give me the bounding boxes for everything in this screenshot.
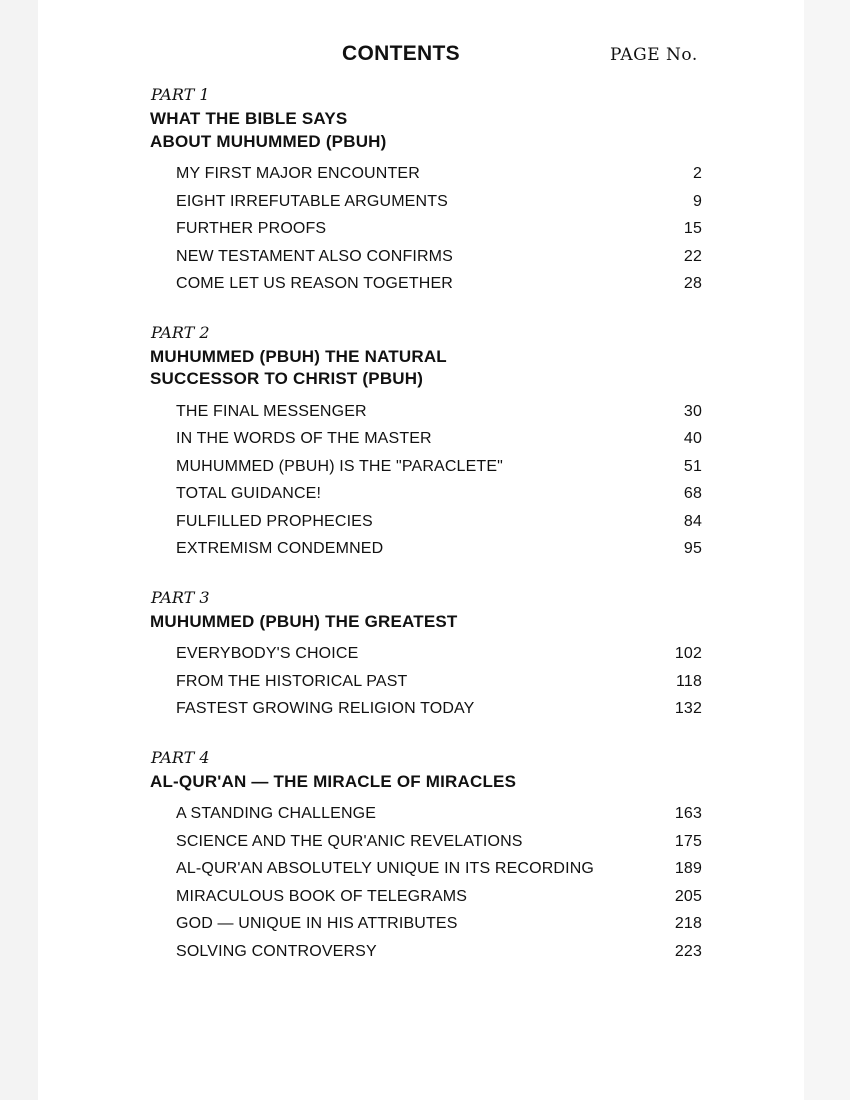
toc-entry[interactable] <box>150 800 702 828</box>
table-of-contents <box>150 82 702 987</box>
toc-entry[interactable] <box>150 160 702 188</box>
toc-entry[interactable] <box>150 270 702 298</box>
toc-entry[interactable] <box>150 910 702 938</box>
page-number-column-label: PAGE No. <box>610 45 698 65</box>
scan-margin-right <box>804 0 850 1100</box>
entry-page-number: 102 <box>674 645 702 662</box>
part-title <box>150 611 702 634</box>
scan-margin-left <box>0 0 38 1100</box>
entry-page-number: 22 <box>683 247 702 265</box>
part-label: PART 1 <box>151 85 210 104</box>
part-title-line: WHAT THE BIBLE SAYS <box>150 109 348 128</box>
entry-page-number: 205 <box>674 887 702 905</box>
entry-title: NEW TESTAMENT ALSO CONFIRMS <box>176 247 453 265</box>
toc-entry[interactable] <box>150 938 702 966</box>
part-title-line: ABOUT MUHUMMED (PBUH) <box>150 131 387 151</box>
part-title-line: MUHUMMED (PBUH) THE GREATEST <box>150 611 458 631</box>
part-section <box>150 585 702 723</box>
contents-header <box>0 42 850 74</box>
entry-title: MUHUMMED (PBUH) IS THE "PARACLETE" <box>176 457 504 475</box>
entry-page-number: 163 <box>674 805 702 822</box>
part-section <box>150 82 702 298</box>
page-title: CONTENTS <box>342 42 460 65</box>
entry-page-number: 28 <box>683 275 702 292</box>
toc-entry[interactable] <box>150 883 702 911</box>
part-title-line: SUCCESSOR TO CHRIST (PBUH) <box>150 369 424 388</box>
entry-page-number: 68 <box>683 485 702 502</box>
toc-entry[interactable] <box>150 215 702 243</box>
entry-page-number: 30 <box>683 402 702 420</box>
part-title-line: AL-QUR'AN — THE MIRACLE OF MIRACLES <box>150 771 517 791</box>
entry-page-number: 2 <box>692 165 702 182</box>
entry-page-number: 189 <box>674 860 702 877</box>
entry-page-number: 223 <box>674 942 702 960</box>
entry-title: TOTAL GUIDANCE! <box>176 485 322 502</box>
entry-title: MY FIRST MAJOR ENCOUNTER <box>176 165 420 182</box>
part-title-line: MUHUMMED (PBUH) THE NATURAL <box>150 346 447 366</box>
entry-page-number: 15 <box>683 220 702 237</box>
entry-page-number: 132 <box>674 700 702 717</box>
toc-entry[interactable] <box>150 828 702 856</box>
entry-title: EVERYBODY'S CHOICE <box>176 645 359 662</box>
toc-entry[interactable] <box>150 425 702 453</box>
entry-title: AL-QUR'AN ABSOLUTELY UNIQUE IN ITS RECORDING <box>176 860 595 877</box>
toc-entry[interactable] <box>150 535 702 563</box>
entry-title: THE FINAL MESSENGER <box>176 402 367 420</box>
part-title <box>150 108 702 153</box>
entry-title: FURTHER PROOFS <box>176 220 327 237</box>
entry-title: COME LET US REASON TOGETHER <box>176 275 453 292</box>
part-section <box>150 320 702 563</box>
entry-page-number: 51 <box>683 457 702 475</box>
entry-title: EIGHT IRREFUTABLE ARGUMENTS <box>176 192 448 210</box>
entry-title: A STANDING CHALLENGE <box>176 805 377 822</box>
entry-page-number: 9 <box>692 192 702 210</box>
part-title <box>150 346 702 391</box>
entry-page-number: 218 <box>674 915 702 932</box>
entry-title: GOD — UNIQUE IN HIS ATTRIBUTES <box>176 915 458 932</box>
part-section <box>150 745 702 966</box>
entry-page-number: 118 <box>676 672 702 690</box>
toc-entry[interactable] <box>150 188 702 216</box>
toc-entry[interactable] <box>150 480 702 508</box>
toc-entry[interactable] <box>150 668 702 696</box>
toc-entry[interactable] <box>150 640 702 668</box>
entry-title: SOLVING CONTROVERSY <box>176 942 377 960</box>
entry-title: IN THE WORDS OF THE MASTER <box>176 430 432 447</box>
part-label: PART 2 <box>151 322 210 342</box>
entry-title: FASTEST GROWING RELIGION TODAY <box>176 700 475 717</box>
entry-page-number: 40 <box>683 430 702 447</box>
entry-page-number: 95 <box>683 540 702 557</box>
toc-entry[interactable] <box>150 398 702 426</box>
toc-entry[interactable] <box>150 243 702 271</box>
entry-title: EXTREMISM CONDEMNED <box>176 540 384 557</box>
part-title <box>150 771 702 794</box>
toc-entry[interactable] <box>150 855 702 883</box>
toc-entry[interactable] <box>150 695 702 723</box>
entry-title: SCIENCE AND THE QUR'ANIC REVELATIONS <box>176 832 523 850</box>
entry-page-number: 175 <box>674 832 702 850</box>
toc-entry[interactable] <box>150 508 702 536</box>
entry-title: FROM THE HISTORICAL PAST <box>176 672 408 690</box>
part-label: PART 4 <box>151 747 210 767</box>
part-label: PART 3 <box>151 587 210 607</box>
entry-page-number: 84 <box>683 512 702 530</box>
toc-entry[interactable] <box>150 453 702 481</box>
entry-title: MIRACULOUS BOOK OF TELEGRAMS <box>176 887 468 905</box>
entry-title: FULFILLED PROPHECIES <box>176 512 373 530</box>
